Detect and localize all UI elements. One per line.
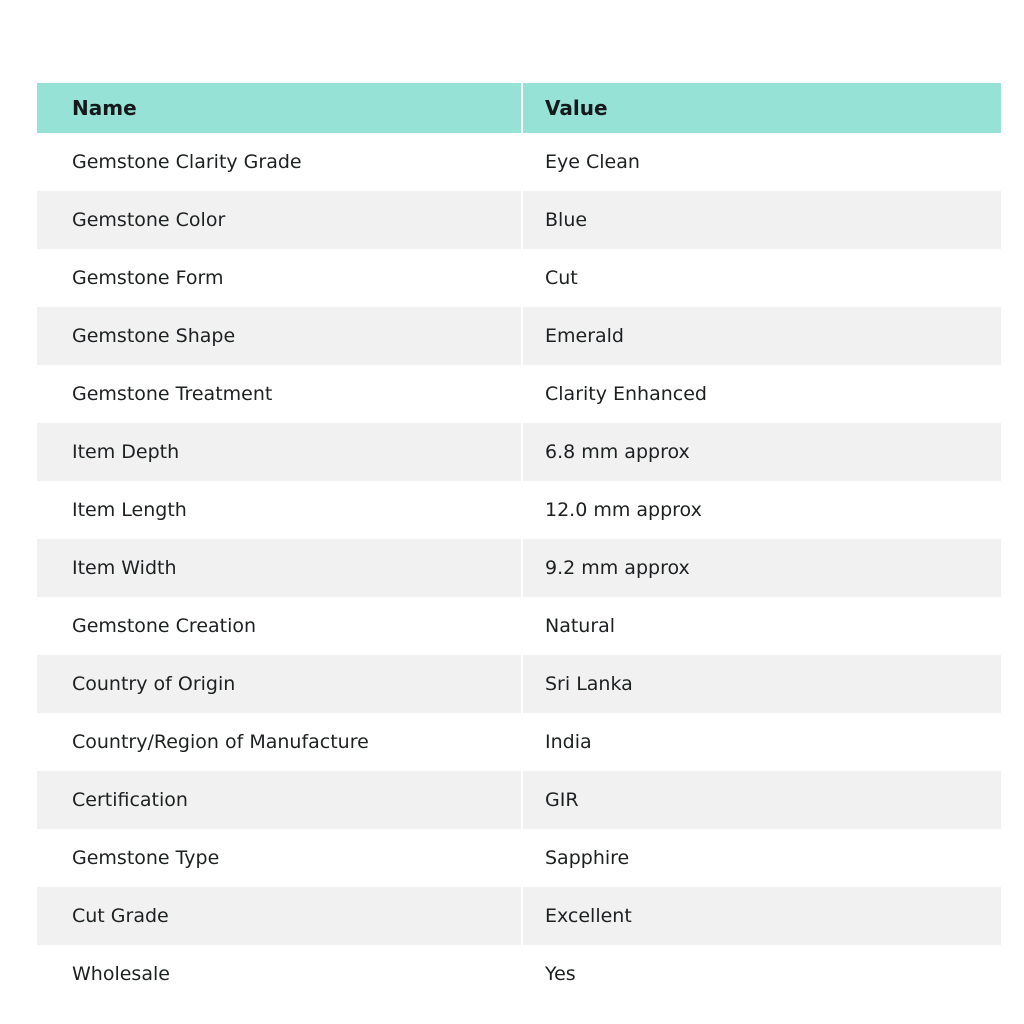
spec-name: Gemstone Treatment	[37, 365, 523, 423]
spec-name: Gemstone Shape	[37, 307, 523, 365]
spec-value: 12.0 mm approx	[523, 481, 1001, 539]
specifications-table	[37, 83, 1001, 1003]
table-row	[37, 539, 1001, 597]
table-row	[37, 481, 1001, 539]
spec-value: Sri Lanka	[523, 655, 1001, 713]
spec-value: Yes	[523, 945, 1001, 1003]
column-header-name: Name	[37, 83, 523, 133]
column-header-value: Value	[523, 83, 1001, 133]
spec-name: Cut Grade	[37, 887, 523, 945]
table-body	[37, 133, 1001, 1003]
spec-value: GIR	[523, 771, 1001, 829]
table-row	[37, 133, 1001, 191]
table-row	[37, 945, 1001, 1003]
spec-name: Gemstone Clarity Grade	[37, 133, 523, 191]
spec-name: Item Width	[37, 539, 523, 597]
table-row	[37, 655, 1001, 713]
table-row	[37, 307, 1001, 365]
table-row	[37, 191, 1001, 249]
spec-value: Sapphire	[523, 829, 1001, 887]
spec-value: India	[523, 713, 1001, 771]
spec-value: Natural	[523, 597, 1001, 655]
table-row	[37, 597, 1001, 655]
spec-value: 6.8 mm approx	[523, 423, 1001, 481]
table-row	[37, 365, 1001, 423]
spec-name: Item Depth	[37, 423, 523, 481]
spec-value: 9.2 mm approx	[523, 539, 1001, 597]
spec-value: Blue	[523, 191, 1001, 249]
spec-value: Cut	[523, 249, 1001, 307]
spec-name: Wholesale	[37, 945, 523, 1003]
table-row	[37, 887, 1001, 945]
spec-name: Country of Origin	[37, 655, 523, 713]
spec-name: Gemstone Creation	[37, 597, 523, 655]
table-row	[37, 771, 1001, 829]
table-row	[37, 829, 1001, 887]
spec-name: Gemstone Type	[37, 829, 523, 887]
table-header	[37, 83, 1001, 133]
spec-value: Clarity Enhanced	[523, 365, 1001, 423]
spec-value: Emerald	[523, 307, 1001, 365]
item-specifics-panel	[37, 83, 1001, 1003]
table-row	[37, 423, 1001, 481]
table-row	[37, 713, 1001, 771]
table-row	[37, 249, 1001, 307]
spec-name: Gemstone Form	[37, 249, 523, 307]
spec-name: Item Length	[37, 481, 523, 539]
spec-value: Eye Clean	[523, 133, 1001, 191]
spec-name: Country/Region of Manufacture	[37, 713, 523, 771]
spec-value: Excellent	[523, 887, 1001, 945]
spec-name: Gemstone Color	[37, 191, 523, 249]
header-row	[37, 83, 1001, 133]
spec-name: Certification	[37, 771, 523, 829]
